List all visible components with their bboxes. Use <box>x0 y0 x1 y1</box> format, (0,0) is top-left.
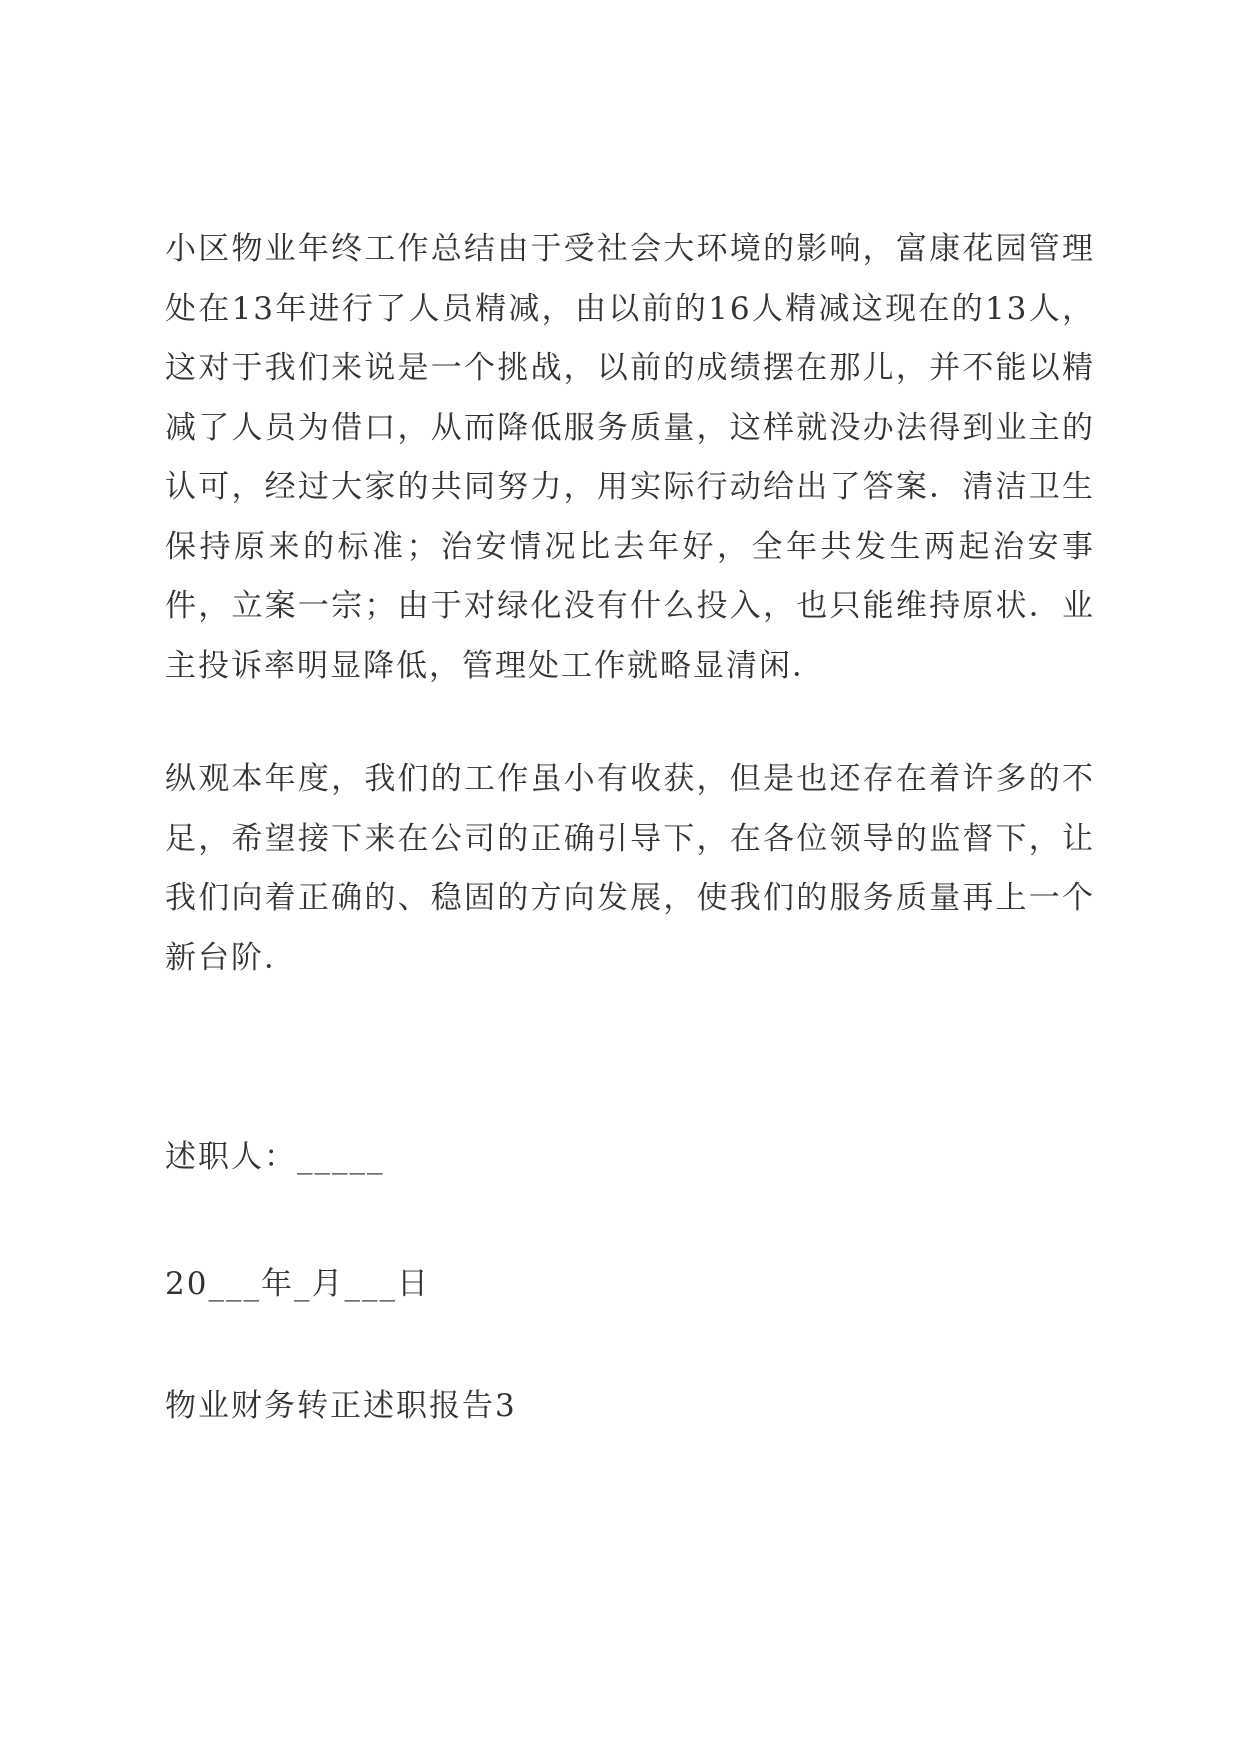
next-section-title: 物业财务转正述职报告3 <box>165 1388 517 1424</box>
body-paragraph-1: 小区物业年终工作总结由于受社会大环境的影响，富康花园管理处在13年进行了人员精减，由以前的16人精减这现在的13人，这对于我们来说是一个挑战，以前的成绩摆在那儿，并不能以精减了人员为借口，从而降低服务质量，这样就没办法得到业主的认可，经过大家的共同努力，用实际行动给出了答案．清洁卫生保持原来的标准；治安情况比去年好，全年共发生两起治安事件，立案一宗；由于对绿化没有什么投入，也只能维持原状．业主投诉率明显降低，管理处工作就略显清闲． <box>165 231 1095 684</box>
date-line: 20___年_月___日 <box>165 1266 430 1302</box>
signer-line: 述职人：_____ <box>165 1139 385 1175</box>
body-paragraph-2: 纵观本年度，我们的工作虽小有收获，但是也还存在着许多的不足，希望接下来在公司的正确引导下，在各位领导的监督下，让我们向着正确的、稳固的方向发展，使我们的服务质量再上一个新台阶． <box>165 761 1095 976</box>
